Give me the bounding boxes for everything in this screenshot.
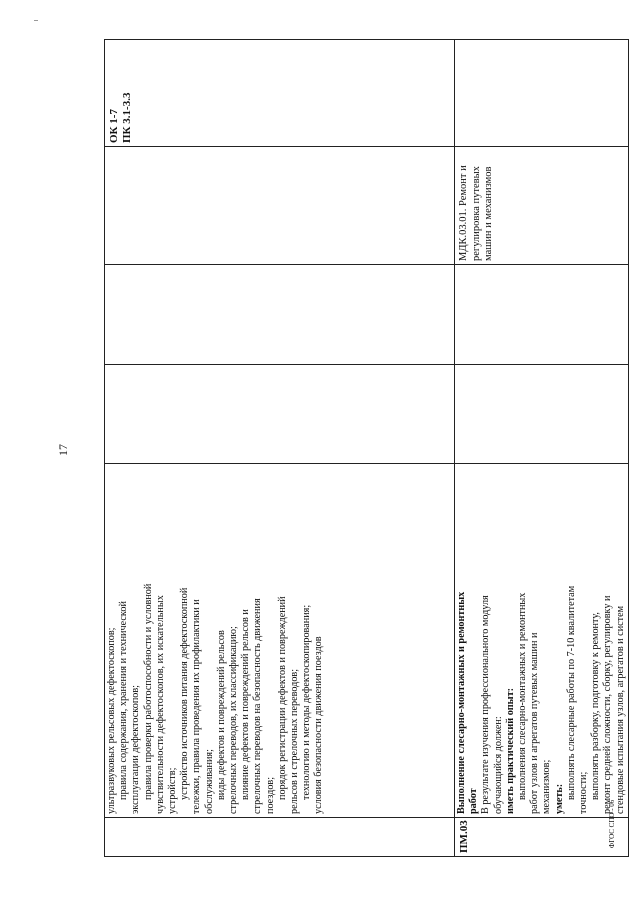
content-line: выполнять слесарные работы по 7-10 квалитетам: [565, 585, 577, 800]
content-text: [106, 467, 326, 814]
competencies-text: ОК 1-7 ПК 3.1-3.3: [108, 92, 133, 143]
content-line: уметь:: [553, 783, 565, 814]
content-line: рельсов и стрелочных переводов;: [289, 668, 301, 814]
content-line: ультразвуковых рельсовых дефектоскопов;: [106, 627, 117, 814]
content-line: правила содержания, хранения и технической: [118, 601, 130, 800]
page-number: 17: [56, 444, 70, 456]
table-row: [105, 40, 455, 857]
content-line: выполнять разборку, подготовку к ремонту,: [590, 612, 602, 800]
mdk-cell: МДК.03.01. Ремонт и регулировка путевых машин и механизмов: [455, 147, 629, 265]
content-line: ремонт средней сложности, сборку, регулировку и: [602, 595, 614, 814]
content-cell: [105, 464, 455, 818]
competencies-cell: [455, 40, 629, 147]
footer-label: ФГОС СПО - 06: [608, 799, 616, 849]
content-line: порядок регистрации дефектов и повреждений: [276, 596, 288, 800]
content-line: стрелочных переводов на безопасность движения: [252, 598, 264, 814]
competencies-cell: [105, 40, 455, 147]
competency-table: [104, 39, 629, 857]
content-line: В результате изучения профессионального модуля: [480, 595, 492, 814]
content-line: стрелочных переводов, их классификацию;: [228, 626, 240, 814]
content-line: работ узлов и агрегатов путевых машин и: [529, 632, 541, 814]
empty-cell: [105, 365, 455, 464]
content-line: механизмов;: [541, 759, 553, 814]
content-line: эксплуатации дефектоскопов;: [130, 684, 142, 814]
content-line: чувствительности дефектоскопов, их искательных: [154, 595, 166, 814]
content-line: правила проверки работоспособности и условной: [142, 583, 154, 800]
content-line: поездов;: [264, 776, 276, 814]
content-line: Выполнение слесарно-монтажных и ремонтных: [456, 591, 467, 814]
content-line: устройство источников питания дефектоскопной: [179, 587, 191, 800]
content-line: условия безопасности движения поездов: [313, 636, 325, 814]
content-text: [456, 467, 627, 814]
empty-cell: [105, 265, 455, 365]
empty-cell: [455, 365, 629, 464]
content-line: влияние дефектов и повреждений рельсов и: [240, 609, 252, 800]
empty-cell: [455, 265, 629, 365]
content-line: устройств;: [167, 767, 179, 814]
content-line: стендовые испытания узлов, агрегатов и систем: [614, 605, 626, 814]
content-line: виды дефектов и повреждений рельсов: [215, 630, 227, 800]
content-line: выполнения слесарно-монтажных и ремонтных: [517, 592, 529, 800]
content-line: обслуживания;: [203, 749, 215, 814]
content-line: технологию и методы дефектоскопирования;: [301, 604, 313, 800]
mdk-cell: [105, 147, 455, 265]
content-line: обучающийся должен:: [492, 716, 504, 814]
content-line: работ: [468, 788, 480, 814]
scan-mark: [34, 20, 38, 21]
module-code-cell: ПМ.03: [455, 818, 629, 857]
content-line: тележки, правила проведения их профилактики и: [191, 599, 203, 814]
module-code-cell: [105, 818, 455, 857]
content-cell: [455, 464, 629, 818]
content-line: точности;: [578, 771, 590, 814]
table-row: [455, 40, 629, 857]
content-line: иметь практический опыт:: [504, 687, 516, 814]
